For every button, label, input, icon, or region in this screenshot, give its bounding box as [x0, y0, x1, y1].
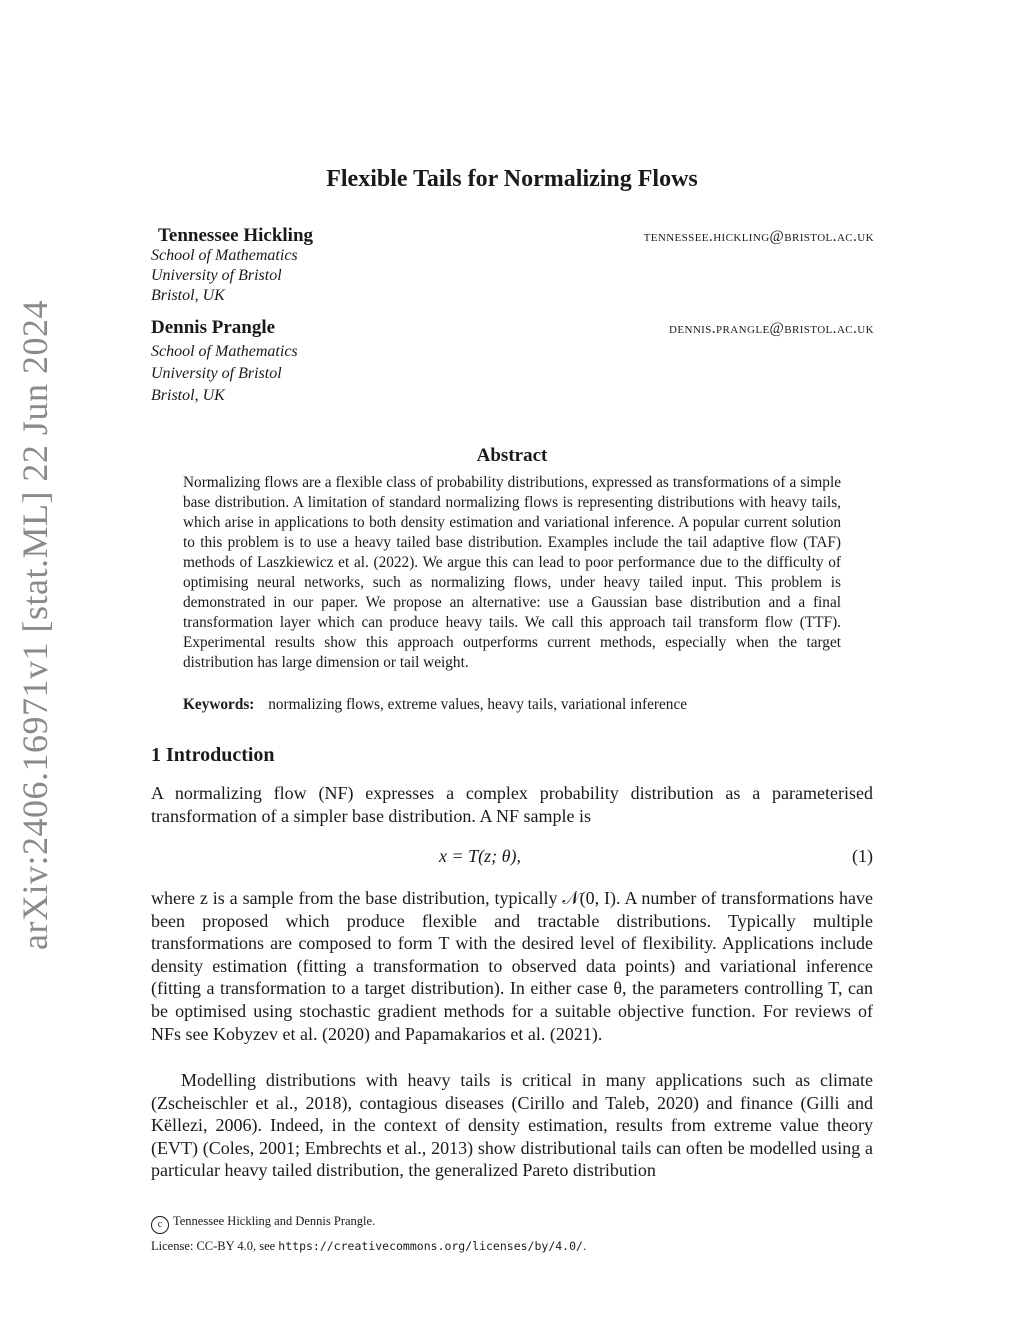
author-email[interactable]: dennis.prangle@bristol.ac.uk [669, 320, 874, 337]
abstract-text: Normalizing flows are a flexible class of probability distributions, expressed as transformations of a simple base distribution. A limitation of standard normalizing flows is representing distributions with heavy tails, which arise in applications to both density estimation and variational inference. A popular current solution to this problem is to use a heavy tailed base distribution. Examples include the tail adaptive flow (TAF) methods of Laszkiewicz et al. (2022). We argue this can lead to poor performance due to the difficulty of optimising neural networks, such as normalizing flows, under heavy tailed input. This problem is demonstrated in our paper. We propose an alternative: use a Gaussian base distribution and a final transformation layer which can produce heavy tails. We call this approach tail transform flow (TTF). Experimental results show this approach outperforms current methods, especially when the target distribution has large dimension or tail weight. [183, 474, 841, 671]
footnote-copyright: c Tennessee Hickling and Dennis Prangle. [151, 1214, 375, 1234]
arxiv-identifier: arXiv:2406.16971v1 [stat.ML] 22 Jun 2024 [15, 300, 55, 950]
keywords-label: Keywords: [183, 696, 255, 713]
keywords [183, 696, 841, 714]
paragraph: Modelling distributions with heavy tails is critical in many applications such as climate (Zscheischler et al., 2018), contagious diseases (Cirillo and Taleb, 2020) and finance (Gilli and Këllezi, 2006). Indeed, in the context of density estimation, results from extreme value theory (EVT) (Coles, 2001; Embrechts et al., 2013) show distributional tails can often be modelled using a particular heavy tailed distribution, the generalized Pareto distribution [151, 1070, 873, 1181]
author-email[interactable]: tennessee.hickling@bristol.ac.uk [643, 228, 874, 245]
abstract-heading: Abstract [476, 445, 548, 466]
paragraph: A normalizing flow (NF) expresses a complex probability distribution as a parameterised transformation of a simpler base distribution. A NF sample is [151, 783, 873, 826]
paper-title: Flexible Tails for Normalizing Flows [326, 166, 698, 192]
footnote-license: License: CC-BY 4.0, see https://creativecommons.org/licenses/by/4.0/. [151, 1239, 587, 1253]
equation-expression: x = T(z; θ), [439, 846, 521, 866]
author-affiliation: School of Mathematics University of Bristol Bristol, UK [151, 343, 298, 404]
author-affiliation: School of Mathematics University of Bristol Bristol, UK [151, 247, 298, 304]
copyright-icon: c [151, 1216, 169, 1234]
license-link[interactable]: https://creativecommons.org/licenses/by/4.0/ [278, 1239, 583, 1253]
paragraph: where z is a sample from the base distribution, typically 𝒩(0, I). A number of transformations have been proposed which produce flexible and tractable distributions. Typically multiple transformations are composed to form T with the desired level of flexibility. Applications include density estimation (fitting a transformation to observed data points) and variational inference (fitting a transformation to a target distribution). In either case θ, the parameters controlling T, can be optimised using stochastic gradient methods for a suitable objective function. For reviews of NFs see Kobyzev et al. (2020) and Papamakarios et al. (2021). [151, 888, 873, 1044]
equation-number: (1) [852, 846, 873, 866]
keywords-list: normalizing flows, extreme values, heavy tails, variational inference [268, 696, 688, 713]
section-heading: 1 Introduction [151, 744, 275, 766]
author-name: Dennis Prangle [151, 317, 276, 338]
author-name: Tennessee Hickling [158, 225, 314, 246]
